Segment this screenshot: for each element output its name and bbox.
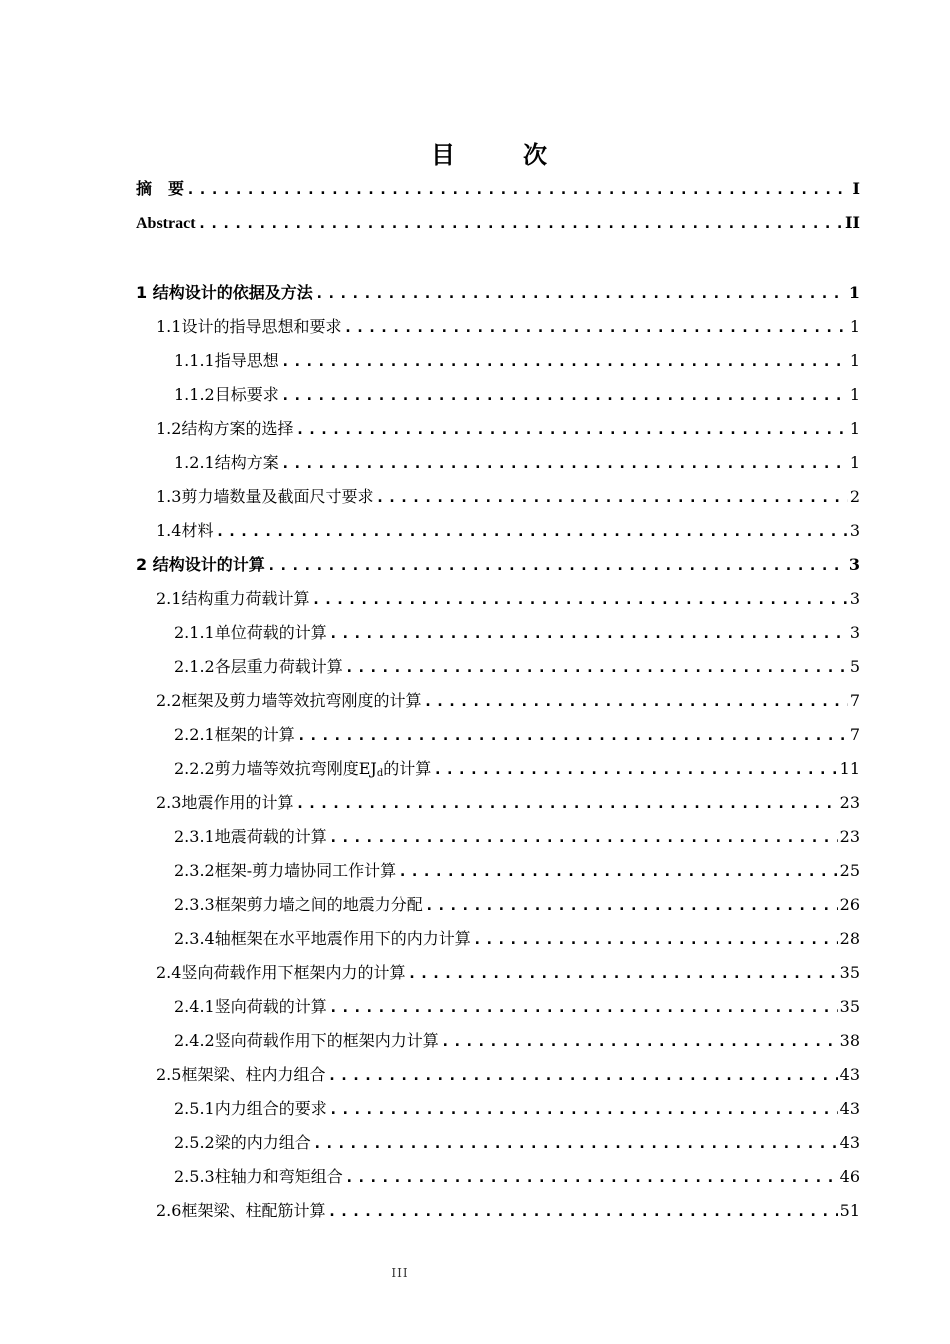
toc-entry-label: 2.3.3框架剪力墙之间的地震力分配 (174, 895, 423, 914)
toc-entry-label: 1.1设计的指导思想和要求 (156, 317, 342, 336)
toc-entry-label: 1 结构设计的依据及方法 (136, 283, 313, 302)
toc-entry-label: 2.5.3柱轴力和弯矩组合 (174, 1167, 343, 1186)
table-of-contents (136, 172, 860, 1228)
toc-entry-page: 23 (839, 793, 860, 812)
dot-leader (311, 582, 847, 616)
dot-leader (329, 990, 838, 1024)
toc-entry-abstract-cn[interactable] (136, 172, 860, 206)
page-number-footer: III (391, 1266, 409, 1280)
toc-entry-page: 25 (839, 861, 860, 880)
toc-entry-page: II (845, 213, 860, 232)
dot-leader (281, 344, 848, 378)
toc-entry-page: 43 (839, 1099, 860, 1118)
toc-entry-section[interactable] (136, 786, 860, 820)
toc-entry-page: 1 (848, 283, 860, 302)
dot-leader (267, 548, 847, 582)
toc-entry-label: 2.5框架梁、柱内力组合 (156, 1065, 326, 1084)
dot-leader (441, 1024, 838, 1058)
page-title: 目 次 (431, 141, 569, 169)
toc-entry-subsection[interactable] (136, 888, 860, 922)
toc-entry-page: 23 (839, 827, 860, 846)
dot-leader (343, 310, 847, 344)
toc-entry-label-suffix: 的计算 (383, 759, 432, 778)
toc-entry-label: 2.3.1地震荷载的计算 (174, 827, 327, 846)
toc-entry-subsection[interactable] (136, 1160, 860, 1194)
toc-entry-subsection[interactable] (136, 990, 860, 1024)
toc-entry-section[interactable] (136, 684, 860, 718)
toc-entry-label: 2.5.1内力组合的要求 (174, 1099, 327, 1118)
dot-leader (329, 820, 838, 854)
toc-entry-subsection[interactable] (136, 854, 860, 888)
dot-leader (186, 172, 851, 206)
toc-entry-subsection[interactable] (136, 820, 860, 854)
toc-entry-section[interactable] (136, 514, 860, 548)
toc-entry-label: 2.4.2竖向荷载作用下的框架内力计算 (174, 1031, 439, 1050)
toc-entry-subsection[interactable] (136, 1024, 860, 1058)
dot-leader (425, 888, 838, 922)
toc-entry-page: 7 (849, 691, 860, 710)
dot-leader (398, 854, 838, 888)
toc-entry-page: I (852, 179, 860, 198)
dot-leader (313, 1126, 838, 1160)
dot-leader (198, 206, 843, 240)
dot-leader (295, 412, 847, 446)
toc-entry-label: 2.6框架梁、柱配筋计算 (156, 1201, 326, 1220)
toc-entry-subsection[interactable] (136, 1092, 860, 1126)
toc-entry-label: 2.3地震作用的计算 (156, 793, 294, 812)
toc-entry-page: 1 (849, 385, 860, 404)
toc-entry-page: 1 (849, 453, 860, 472)
toc-entry-subsection[interactable] (136, 344, 860, 378)
toc-entry-page: 11 (839, 759, 860, 778)
toc-entry-page: 3 (848, 555, 860, 574)
dot-leader (215, 514, 847, 548)
toc-entry-label: 2.5.2梁的内力组合 (174, 1133, 311, 1152)
toc-entry-label: 2.3.4轴框架在水平地震作用下的内力计算 (174, 929, 471, 948)
toc-entry-page: 35 (839, 997, 860, 1016)
dot-leader (315, 276, 847, 310)
toc-entry-section[interactable] (136, 412, 860, 446)
dot-leader (297, 718, 848, 752)
toc-entry-page: 7 (849, 725, 860, 744)
toc-entry-label: 1.3剪力墙数量及截面尺寸要求 (156, 487, 374, 506)
toc-entry-subsection[interactable] (136, 1126, 860, 1160)
toc-entry-label: 1.1.2目标要求 (174, 385, 279, 404)
toc-entry-label: 1.2结构方案的选择 (156, 419, 294, 438)
toc-entry-page: 3 (849, 623, 860, 642)
toc-entry-label: 2.3.2框架-剪力墙协同工作计算 (174, 861, 397, 880)
dot-leader (327, 1194, 837, 1228)
toc-entry-page: 26 (839, 895, 860, 914)
toc-entry-subsection[interactable] (136, 752, 860, 786)
toc-entry-section[interactable] (136, 1194, 860, 1228)
toc-entry-page: 2 (849, 487, 860, 506)
toc-entry-page: 3 (849, 521, 860, 540)
toc-entry-chapter-2[interactable] (136, 548, 860, 582)
dot-leader (281, 446, 848, 480)
toc-entry-section[interactable] (136, 480, 860, 514)
dot-leader (407, 956, 837, 990)
toc-entry-label: 1.1.1指导思想 (174, 351, 279, 370)
toc-entry-label: 2.4.1竖向荷载的计算 (174, 997, 327, 1016)
toc-entry-label: 2.2.1框架的计算 (174, 725, 295, 744)
toc-entry-label: 1.4材料 (156, 521, 214, 540)
toc-entry-chapter-1[interactable] (136, 276, 860, 310)
toc-entry-subsection[interactable] (136, 718, 860, 752)
toc-entry-page: 38 (839, 1031, 860, 1050)
toc-entry-label: 2.1结构重力荷载计算 (156, 589, 310, 608)
dot-leader (375, 480, 847, 514)
toc-entry-subsection[interactable] (136, 650, 860, 684)
toc-entry-section[interactable] (136, 1058, 860, 1092)
toc-entry-page: 43 (839, 1065, 860, 1084)
toc-entry-subsection[interactable] (136, 446, 860, 480)
dot-leader (281, 378, 848, 412)
toc-entry-page: 1 (849, 419, 860, 438)
toc-entry-subsection[interactable] (136, 922, 860, 956)
toc-entry-page: 3 (849, 589, 860, 608)
dot-leader (329, 616, 848, 650)
toc-entry-label: 1.2.1结构方案 (174, 453, 279, 472)
dot-leader (295, 786, 837, 820)
toc-entry-section[interactable] (136, 582, 860, 616)
toc-entry-page: 1 (849, 317, 860, 336)
toc-entry-page: 1 (849, 351, 860, 370)
toc-entry-page: 51 (839, 1201, 860, 1220)
dot-leader (423, 684, 847, 718)
toc-entry-label-subscript: d (376, 768, 384, 779)
toc-entry-label: 2.2框架及剪力墙等效抗弯刚度的计算 (156, 691, 422, 710)
dot-leader (473, 922, 838, 956)
toc-entry-page: 43 (839, 1133, 860, 1152)
toc-entry-label-prefix: 2.2.2剪力墙等效抗弯刚度EJ (174, 759, 377, 778)
toc-entry-label: 2.1.2各层重力荷载计算 (174, 657, 343, 676)
toc-entry-page: 28 (839, 929, 860, 948)
toc-entry-subsection[interactable] (136, 378, 860, 412)
dot-leader (345, 650, 848, 684)
dot-leader (329, 1092, 838, 1126)
toc-entry-page: 5 (849, 657, 860, 676)
toc-entry-section[interactable] (136, 956, 860, 990)
dot-leader (327, 1058, 837, 1092)
toc-entry-label: 2.1.1单位荷载的计算 (174, 623, 327, 642)
toc-entry-label: 2.4竖向荷载作用下框架内力的计算 (156, 963, 406, 982)
toc-entry-page: 46 (839, 1167, 860, 1186)
dot-leader (345, 1160, 838, 1194)
toc-entry-label: 2 结构设计的计算 (136, 555, 265, 574)
toc-entry-abstract-en[interactable] (136, 206, 860, 240)
dot-leader (433, 752, 837, 786)
toc-entry-subsection[interactable] (136, 616, 860, 650)
toc-entry-page: 35 (839, 963, 860, 982)
toc-entry-label: Abstract (136, 215, 196, 232)
toc-entry-section[interactable] (136, 310, 860, 344)
toc-entry-label: 摘 要 (136, 179, 185, 198)
